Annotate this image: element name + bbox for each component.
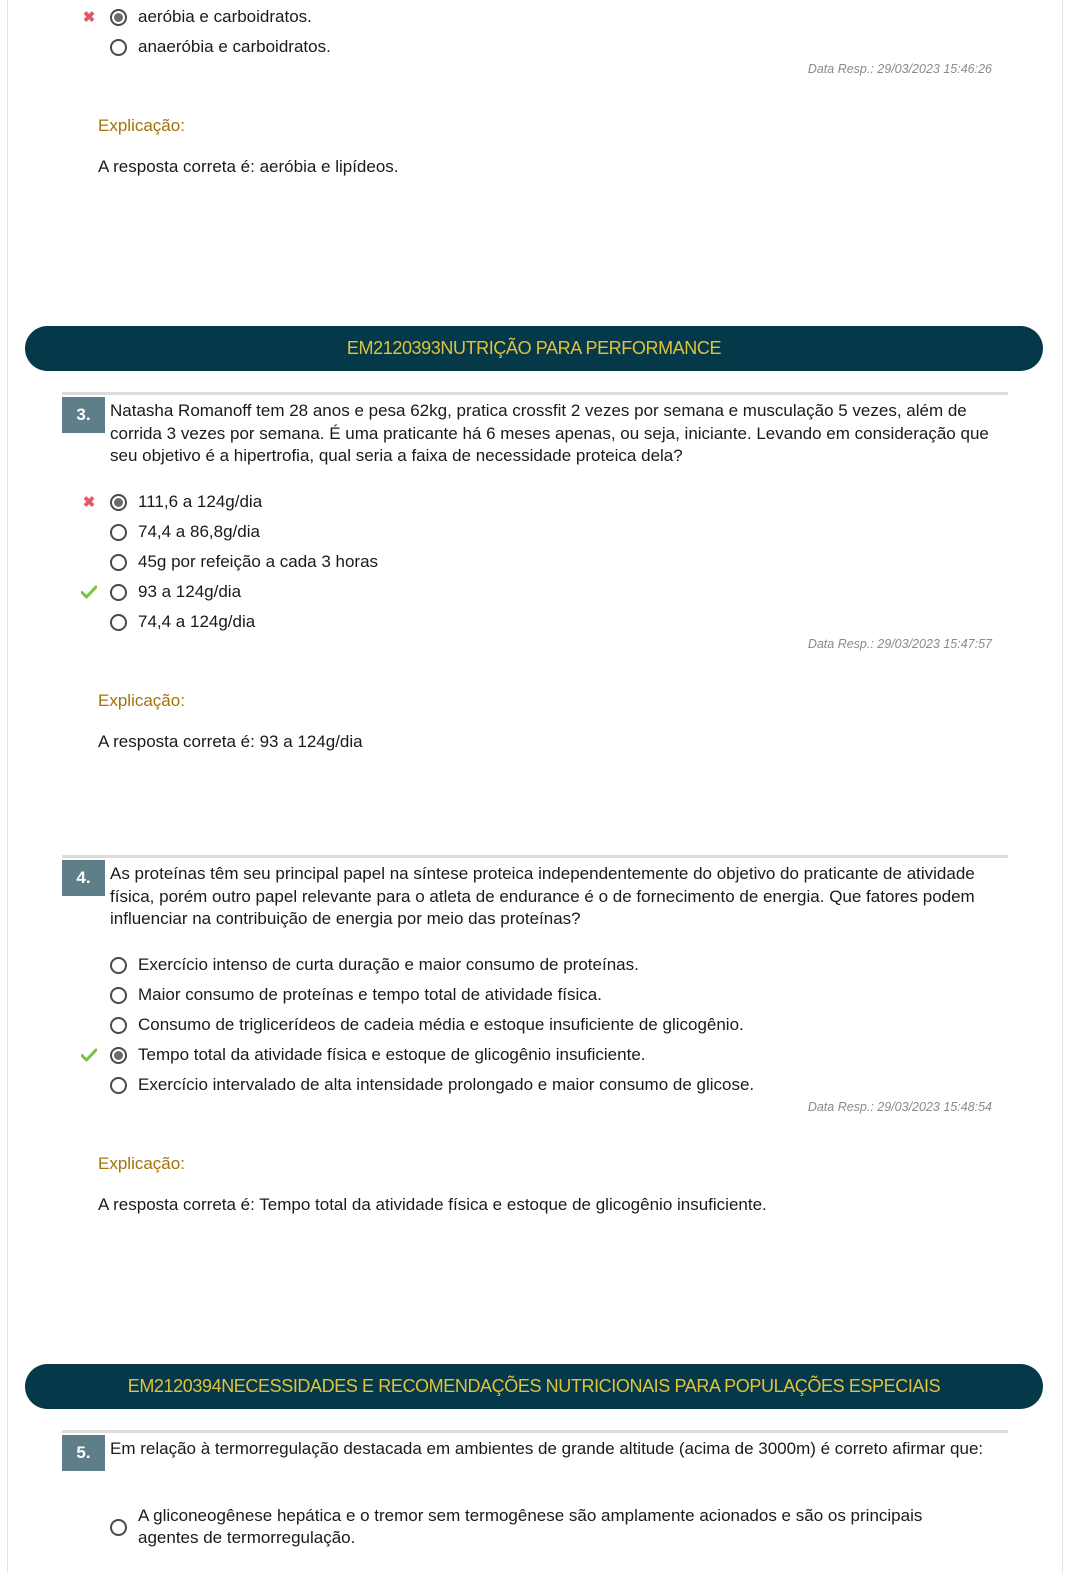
explanation-label: Explicação: [98,1154,185,1173]
question-text: Em relação à termorregulação destacada em ambientes de grande altitude (acima de 3000m) é correto afirmar que: [110,1439,984,1458]
explanation-text: A resposta correta é: 93 a 124g/dia [98,732,363,751]
option-text: A gliconeogênese hepática e o tremor sem termogênese são amplamente acionados e são os principais agentes de termorregulação. [138,1506,923,1547]
section-banner-populacoes-especiais [25,1364,1043,1409]
option-text: 111,6 a 124g/dia [138,492,263,511]
radio-button[interactable] [110,554,127,571]
q4-option-3[interactable] [80,1012,744,1038]
page-border-right [1062,0,1063,1573]
q3-option-4[interactable] [80,579,241,605]
question-text: Natasha Romanoff tem 28 anos e pesa 62kg, pratica crossfit 2 vezes por semana e musculação 5 vezes, além de corrida 3 vezes por semana. É uma praticante há 6 meses apenas, ou seja, iniciante. Levando em consideração que seu objetivo é a hipertrofia, qual seria a faixa de necessidade proteica dela? [110,401,989,465]
page-border-left [7,0,8,1573]
question-divider [62,1430,1008,1433]
q2-option-1[interactable] [80,4,312,30]
explanation-text: A resposta correta é: aeróbia e lipídeos. [98,157,399,176]
question-divider [62,392,1008,395]
x-mark-icon: ✖ [82,493,96,511]
question-number: 4. [62,860,105,896]
option-text: Maior consumo de proteínas e tempo total de atividade física. [138,985,602,1004]
radio-button[interactable] [110,957,127,974]
question-divider [62,855,1008,858]
radio-button[interactable] [110,39,127,56]
q4-option-2[interactable] [80,982,602,1008]
radio-button[interactable] [110,584,127,601]
x-mark-icon: ✖ [82,8,96,26]
answer-date: Data Resp.: 29/03/2023 15:47:57 [807,637,992,651]
q3-option-2[interactable] [80,519,260,545]
option-text: 45g por refeição a cada 3 horas [138,552,379,571]
question-number: 3. [62,397,105,433]
question-number: 5. [62,1435,105,1471]
q4-option-1[interactable] [80,952,639,978]
q3-option-5[interactable] [80,609,255,635]
radio-button-selected[interactable] [110,9,127,26]
option-text: 74,4 a 86,8g/dia [138,522,260,541]
option-text: aeróbia e carboidratos. [138,7,312,26]
q3-option-3[interactable] [80,549,378,575]
q3-option-1[interactable] [80,489,262,515]
option-text: 93 a 124g/dia [138,582,242,601]
radio-button[interactable] [110,1017,127,1034]
q4-option-5[interactable] [80,1072,754,1098]
section-title: EM2120393NUTRIÇÃO PARA PERFORMANCE [346,338,722,358]
option-text: Consumo de triglicerídeos de cadeia média e estoque insuficiente de glicogênio. [138,1015,744,1034]
option-text: 74,4 a 124g/dia [138,612,256,631]
section-title: EM2120394NECESSIDADES E RECOMENDAÇÕES NUTRICIONAIS PARA POPULAÇÕES ESPECIAIS [127,1376,941,1396]
option-text: Exercício intenso de curta duração e maior consumo de proteínas. [138,955,639,974]
radio-button[interactable] [110,524,127,541]
check-mark-icon [80,1046,98,1064]
radio-button-selected[interactable] [110,1047,127,1064]
section-banner-nutricao-performance [25,326,1043,371]
check-mark-icon [80,583,98,601]
q2-option-2[interactable] [80,34,331,60]
radio-button[interactable] [110,1077,127,1094]
explanation-label: Explicação: [98,691,185,710]
q4-option-4[interactable] [80,1042,646,1068]
option-text: anaeróbia e carboidratos. [138,37,331,56]
explanation-label: Explicação: [98,116,185,135]
option-text: Tempo total da atividade física e estoque de glicogênio insuficiente. [138,1045,646,1064]
answer-date: Data Resp.: 29/03/2023 15:46:26 [807,62,992,76]
radio-button[interactable] [110,614,127,631]
answer-date: Data Resp.: 29/03/2023 15:48:54 [807,1100,992,1114]
radio-button[interactable] [110,987,127,1004]
radio-button[interactable] [110,1519,127,1536]
radio-button-selected[interactable] [110,494,127,511]
explanation-text: A resposta correta é: Tempo total da atividade física e estoque de glicogênio insuficiente. [98,1195,767,1214]
option-text: Exercício intervalado de alta intensidade prolongado e maior consumo de glicose. [138,1075,755,1094]
question-text: As proteínas têm seu principal papel na síntese proteica independentemente do objetivo do praticante de atividade física, porém outro papel relevante para o atleta de endurance é o de fornecimento de energia. Que fatores podem influenciar na contribuição de energia por meio das proteínas? [110,864,975,928]
q5-option-1[interactable] [80,1505,968,1549]
